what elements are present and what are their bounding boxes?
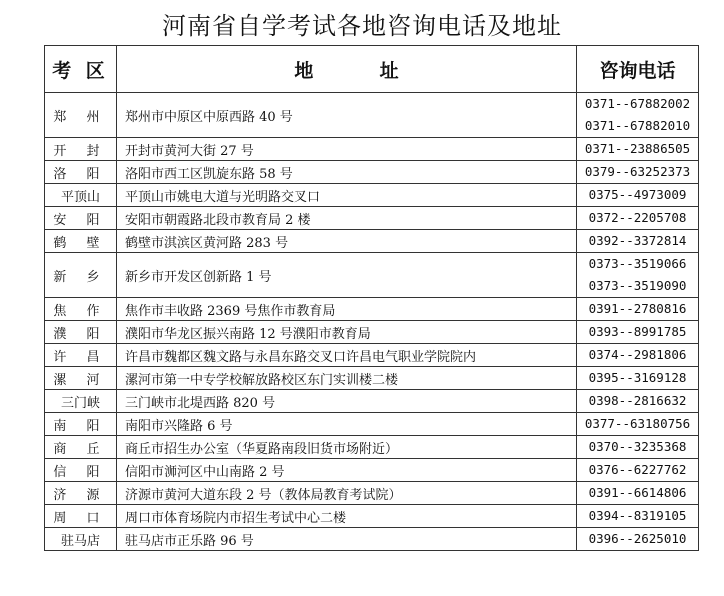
address-cell: 郑州市中原区中原西路 40 号 [117,93,577,138]
address-cell: 平顶山市姚电大道与光明路交叉口 [117,184,577,207]
table-row [45,138,699,161]
phone-cell [577,413,699,436]
address-cell: 商丘市招生办公室（华夏路南段旧货市场附近） [117,436,577,459]
address-cell: 许昌市魏都区魏文路与永昌东路交叉口许昌电气职业学院院内 [117,344,577,367]
phone-number: 0377--63180756 [584,416,691,431]
table-row [45,161,699,184]
table-row [45,528,699,551]
address-cell: 济源市黄河大道东段 2 号（教体局教育考试院） [117,482,577,505]
phone-number: 0395--3169128 [588,370,687,385]
phone-number: 0372--2205708 [588,210,687,225]
phone-number: 0373--3519090 [588,278,687,293]
table-row [45,184,699,207]
area-cell: 郑 州 [45,93,117,138]
phone-number: 0391--2780816 [588,301,687,316]
phone-number: 0370--3235368 [588,439,687,454]
address-cell: 焦作市丰收路 2369 号焦作市教育局 [117,298,577,321]
phone-number: 0392--3372814 [588,233,687,248]
phone-number: 0373--3519066 [588,256,687,271]
phone-cell [577,390,699,413]
area-cell: 济 源 [45,482,117,505]
address-cell: 安阳市朝霞路北段市教育局 2 楼 [117,207,577,230]
table-row [45,344,699,367]
area-cell: 许 昌 [45,344,117,367]
phone-cell [577,505,699,528]
area-cell: 信 阳 [45,459,117,482]
phone-number: 0379--63252373 [584,164,691,179]
address-cell: 漯河市第一中专学校解放路校区东门实训楼二楼 [117,367,577,390]
address-cell: 开封市黄河大街 27 号 [117,138,577,161]
phone-number: 0371--67882010 [584,118,691,133]
address-cell: 周口市体育场院内市招生考试中心二楼 [117,505,577,528]
table-row [45,298,699,321]
table-row [45,413,699,436]
table-row [45,367,699,390]
table-body [45,93,699,551]
area-cell: 驻马店 [45,528,117,551]
address-cell: 濮阳市华龙区振兴南路 12 号濮阳市教育局 [117,321,577,344]
address-cell: 鹤壁市淇滨区黄河路 283 号 [117,230,577,253]
area-cell: 鹤 壁 [45,230,117,253]
contact-table [44,45,699,551]
address-cell: 三门峡市北堤西路 820 号 [117,390,577,413]
phone-cell [577,482,699,505]
table-row [45,93,699,138]
page-title: 河南省自学考试各地咨询电话及地址 [162,12,562,40]
phone-number: 0398--2816632 [588,393,687,408]
table-row [45,207,699,230]
header-address: 地 址 [117,46,577,93]
area-cell: 濮 阳 [45,321,117,344]
phone-cell [577,184,699,207]
address-cell: 南阳市兴隆路 6 号 [117,413,577,436]
address-cell: 洛阳市西工区凯旋东路 58 号 [117,161,577,184]
phone-cell [577,138,699,161]
phone-cell [577,161,699,184]
header-area: 考 区 [45,46,117,93]
table-row [45,253,699,298]
area-cell: 周 口 [45,505,117,528]
address-cell: 信阳市浉河区中山南路 2 号 [117,459,577,482]
phone-number: 0391--6614806 [588,485,687,500]
area-cell: 平顶山 [45,184,117,207]
phone-cell [577,207,699,230]
header-phone: 咨询电话 [577,46,699,93]
phone-number: 0371--67882002 [584,96,691,111]
table-row [45,436,699,459]
area-cell: 焦 作 [45,298,117,321]
phone-cell [577,367,699,390]
area-cell: 新 乡 [45,253,117,298]
phone-cell [577,344,699,367]
phone-number: 0374--2981806 [588,347,687,362]
phone-number: 0394--8319105 [588,508,687,523]
table-row [45,505,699,528]
phone-cell [577,528,699,551]
phone-number: 0375--4973009 [588,187,687,202]
phone-number: 0396--2625010 [588,531,687,546]
table-row [45,390,699,413]
phone-number: 0376--6227762 [588,462,687,477]
phone-cell [577,436,699,459]
table-row [45,482,699,505]
phone-cell [577,253,699,298]
phone-number: 0371--23886505 [584,141,691,156]
table-row [45,230,699,253]
area-cell: 南 阳 [45,413,117,436]
phone-cell [577,298,699,321]
address-cell: 新乡市开发区创新路 1 号 [117,253,577,298]
area-cell: 开 封 [45,138,117,161]
area-cell: 三门峡 [45,390,117,413]
table-row [45,459,699,482]
phone-number: 0393--8991785 [588,324,687,339]
table-row [45,321,699,344]
address-cell: 驻马店市正乐路 96 号 [117,528,577,551]
phone-cell [577,93,699,138]
area-cell: 漯 河 [45,367,117,390]
area-cell: 商 丘 [45,436,117,459]
area-cell: 洛 阳 [45,161,117,184]
phone-cell [577,321,699,344]
area-cell: 安 阳 [45,207,117,230]
phone-cell [577,230,699,253]
phone-cell [577,459,699,482]
table-header-row [45,46,699,93]
